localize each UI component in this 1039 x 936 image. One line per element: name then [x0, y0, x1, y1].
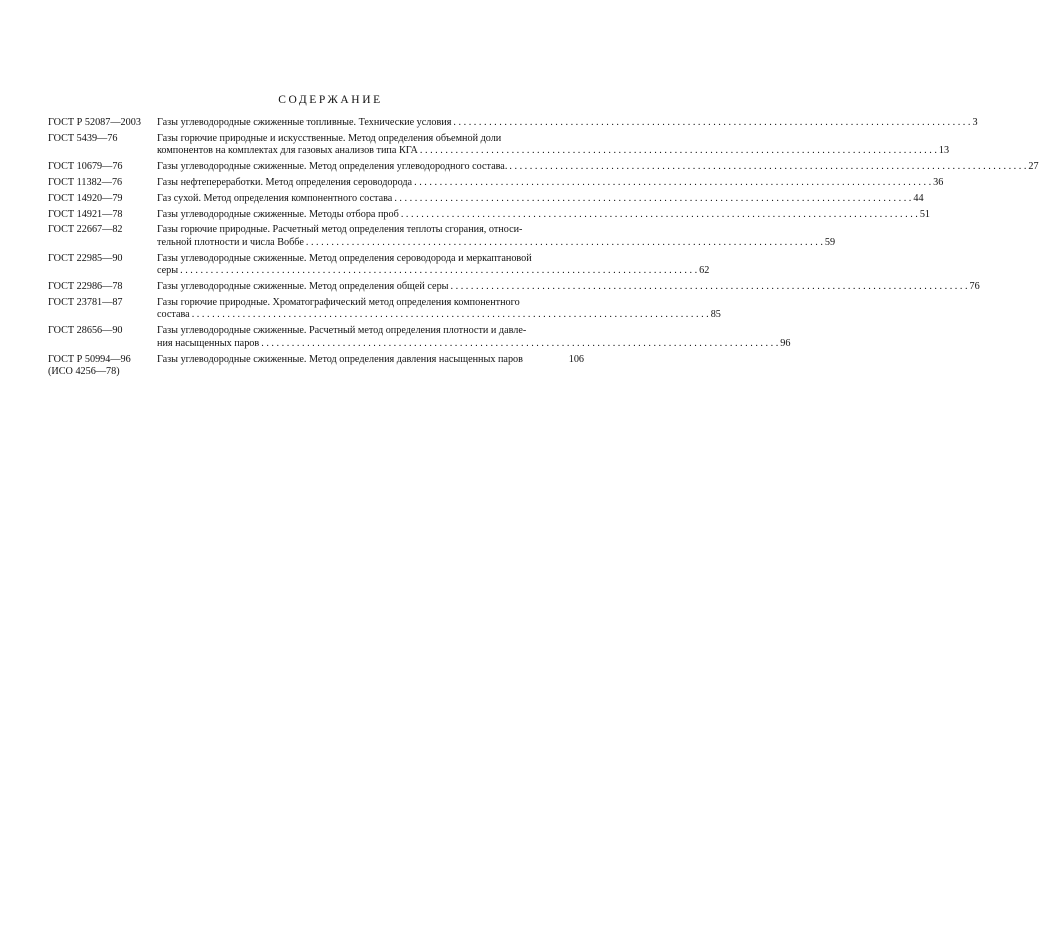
dot-leader — [420, 145, 937, 158]
standard-code-line: ГОСТ 14921—78 — [48, 208, 123, 220]
page-number: 106 — [568, 353, 584, 365]
toc-entry[interactable] — [48, 224, 836, 249]
entry-description — [157, 296, 721, 322]
page-number: 62 — [699, 265, 710, 277]
entry-description — [157, 325, 791, 350]
standard-code-line: ГОСТ 11382—76 — [48, 176, 123, 188]
entry-description — [157, 354, 584, 379]
toc-entry[interactable] — [48, 252, 710, 278]
page-number: 27 — [1028, 161, 1039, 173]
page-number: 44 — [913, 192, 924, 204]
standard-code-line: ГОСТ 5439—76 — [48, 132, 118, 144]
dot-leader — [453, 117, 970, 130]
toc-entry[interactable] — [48, 117, 978, 130]
page-number: 76 — [969, 281, 980, 293]
standard-code — [48, 281, 157, 294]
standard-code-line: ГОСТ 14920—79 — [48, 192, 123, 204]
toc-entry[interactable] — [48, 208, 931, 222]
entry-description — [157, 161, 1039, 174]
entry-title-line: ния насыщенных паров — [157, 337, 260, 349]
entry-title-line: Газы нефтепереработки. Метод определения сероводорода — [157, 176, 413, 188]
standard-code — [48, 133, 157, 158]
entry-title-line: Газы углеводородные сжиженные. Метод определения давления насыщенных паров — [157, 353, 523, 365]
page-number: 3 — [972, 117, 978, 128]
toc-entry[interactable] — [48, 325, 791, 350]
entry-description — [157, 176, 944, 190]
standard-code-line: ГОСТ 23781—87 — [48, 296, 123, 308]
entry-title-line: Газы углеводородные сжиженные. Метод определения сероводорода и меркаптановой — [157, 252, 532, 264]
standard-code-line: ГОСТ 22985—90 — [48, 252, 123, 264]
dot-leader — [306, 237, 823, 250]
entry-title-line: состава — [157, 309, 190, 321]
entry-title-line: Газы углеводородные сжиженные. Методы отбора проб — [157, 208, 399, 220]
standard-code-line: (ИСО 4256—78) — [48, 366, 120, 378]
entry-description — [157, 132, 950, 158]
page-number: 59 — [824, 236, 836, 248]
dot-leader — [180, 265, 697, 278]
standard-code — [48, 117, 157, 130]
entry-title-line: Газы углеводородные сжиженные. Расчетный метод определения плотности и давле- — [157, 325, 527, 337]
page-number: 51 — [919, 208, 931, 220]
entry-title-line: компонентов на комплектах для газовых анализов типа КГА — [157, 145, 418, 157]
entry-description — [157, 208, 931, 222]
entry-title-line: тельной плотности и числа Воббе — [157, 236, 304, 248]
entry-description — [157, 252, 710, 278]
toc-entry[interactable] — [48, 161, 1039, 174]
standard-code — [48, 297, 157, 322]
page-number: 13 — [938, 145, 950, 157]
standard-code — [48, 253, 157, 278]
page-number: 85 — [710, 309, 721, 321]
standard-code — [48, 325, 157, 350]
dot-leader — [451, 281, 968, 294]
toc-entry[interactable] — [48, 192, 924, 206]
dot-leader — [192, 309, 709, 322]
standard-code — [48, 209, 157, 222]
dot-leader — [509, 161, 1026, 174]
dot-leader — [401, 209, 918, 222]
page-title: СОДЕРЖАНИЕ — [278, 94, 383, 106]
entry-description — [157, 281, 980, 294]
toc-entry[interactable] — [48, 281, 980, 294]
entry-title-line: Газ сухой. Метод определения компонентного состава — [157, 192, 393, 204]
entry-title-line: Газы горючие природные. Расчетный метод определения теплоты сгорания, относи- — [157, 224, 523, 236]
standard-code-line: ГОСТ Р 52087—2003 — [48, 117, 141, 128]
dot-leader — [414, 177, 931, 190]
page-number: 36 — [933, 176, 944, 188]
standard-code-line: ГОСТ 22986—78 — [48, 281, 123, 293]
standard-code — [48, 354, 157, 379]
standard-code — [48, 161, 157, 174]
entry-description — [157, 192, 924, 206]
standard-code-line: ГОСТ 10679—76 — [48, 161, 123, 173]
toc-entry[interactable] — [48, 132, 950, 158]
entry-title-line: Газы горючие природные и искусственные. Метод определения объемной доли — [157, 132, 502, 144]
standard-code-line: ГОСТ 28656—90 — [48, 325, 123, 337]
toc-entry[interactable] — [48, 296, 721, 322]
entry-title-line: Газы горючие природные. Хроматографический метод определения компонентного — [157, 296, 520, 308]
standard-code-line: ГОСТ 22667—82 — [48, 224, 123, 236]
page-number: 96 — [780, 337, 791, 349]
standard-code — [48, 193, 157, 206]
dot-leader — [394, 193, 911, 206]
standard-code — [48, 224, 157, 249]
standard-code-line: ГОСТ Р 50994—96 — [48, 353, 131, 365]
entry-title-line: Газы углеводородные сжиженные. Метод определения общей серы — [157, 281, 449, 293]
standard-code — [48, 177, 157, 190]
entry-description — [157, 117, 978, 130]
toc-entry[interactable] — [48, 354, 584, 379]
entry-title-line: Газы углеводородные сжиженные топливные. Технические условия — [157, 117, 452, 128]
table-of-contents — [48, 117, 1039, 382]
entry-title-line: серы — [157, 265, 179, 277]
dot-leader — [261, 338, 778, 351]
entry-description — [157, 224, 836, 249]
entry-title-line: Газы углеводородные сжиженные. Метод определения углеводородного состава. — [157, 161, 508, 173]
toc-entry[interactable] — [48, 176, 944, 190]
